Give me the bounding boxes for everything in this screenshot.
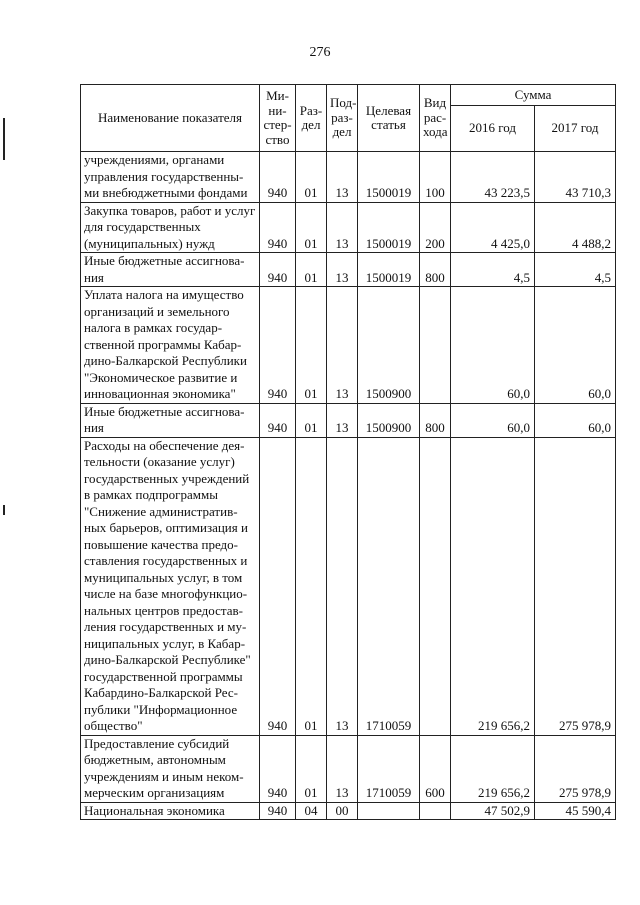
row-subsection: 13	[327, 152, 358, 203]
row-ministry: 940	[260, 253, 296, 287]
header-name: Наименование показателя	[81, 85, 260, 152]
header-year-2017: 2017 год	[535, 106, 616, 152]
table-row	[81, 437, 616, 735]
row-ministry: 940	[260, 287, 296, 404]
row-kind	[420, 437, 451, 735]
row-subsection: 13	[327, 437, 358, 735]
row-section: 01	[296, 202, 327, 253]
row-section: 04	[296, 802, 327, 820]
row-2016: 219 656,2	[451, 437, 535, 735]
row-target	[358, 802, 420, 820]
table-row	[81, 287, 616, 404]
row-2017: 43 710,3	[535, 152, 616, 203]
row-2017: 275 978,9	[535, 735, 616, 802]
row-kind: 600	[420, 735, 451, 802]
row-subsection: 13	[327, 287, 358, 404]
row-name: учреждениями, органами управления государственны-ми внебюджетными фондами	[81, 152, 260, 203]
table-row	[81, 202, 616, 253]
page-number: 276	[309, 45, 331, 60]
row-name: Национальная экономика	[81, 802, 260, 820]
row-section: 01	[296, 152, 327, 203]
row-kind	[420, 287, 451, 404]
row-ministry: 940	[260, 802, 296, 820]
row-2016: 43 223,5	[451, 152, 535, 203]
row-name: Уплата налога на имущество организаций и земельного налога в рамках государ-ственной программы Кабар-дино-Балкарской Республики "Экономическое развитие и инновационная экономика"	[81, 287, 260, 404]
table-row	[81, 253, 616, 287]
row-target: 1500900	[358, 287, 420, 404]
row-name: Предоставление субсидий бюджетным, автономным учреждениям и иным неком-мерческим организациям	[81, 735, 260, 802]
row-kind: 800	[420, 253, 451, 287]
table-row	[81, 735, 616, 802]
row-2017: 60,0	[535, 287, 616, 404]
row-subsection: 13	[327, 735, 358, 802]
row-name: Иные бюджетные ассигнова-ния	[81, 253, 260, 287]
row-subsection: 13	[327, 202, 358, 253]
row-name: Иные бюджетные ассигнова-ния	[81, 403, 260, 437]
row-name: Расходы на обеспечение дея-тельности (оказание услуг) государственных учреждений в рамках подпрограммы "Снижение административ-ных барьеров, оптимизация и повышение качества предо-ставления государственных и муниципальных услуг, в том числе на базе многофункцио-нальных центров предостав-ления государственных и му-ниципальных услуг, в Кабар-дино-Балкарской Республике" государственной программы Кабардино-Балкарской Рес-публики "Информационное общество"	[81, 437, 260, 735]
row-section: 01	[296, 735, 327, 802]
table-row	[81, 403, 616, 437]
row-target: 1710059	[358, 437, 420, 735]
header-ministry: Ми- ни- стер- ство	[260, 85, 296, 152]
row-section: 01	[296, 287, 327, 404]
row-2016: 4 425,0	[451, 202, 535, 253]
margin-mark	[3, 118, 5, 160]
row-target: 1500900	[358, 403, 420, 437]
row-2017: 45 590,4	[535, 802, 616, 820]
row-2017: 4 488,2	[535, 202, 616, 253]
header-target: Целевая статья	[358, 85, 420, 152]
row-target: 1710059	[358, 735, 420, 802]
row-subsection: 13	[327, 253, 358, 287]
table-row	[81, 152, 616, 203]
row-section: 01	[296, 403, 327, 437]
row-ministry: 940	[260, 735, 296, 802]
row-2016: 60,0	[451, 287, 535, 404]
row-kind: 100	[420, 152, 451, 203]
row-section: 01	[296, 253, 327, 287]
row-target: 1500019	[358, 202, 420, 253]
row-kind: 200	[420, 202, 451, 253]
budget-table	[80, 84, 616, 820]
row-ministry: 940	[260, 437, 296, 735]
row-target: 1500019	[358, 253, 420, 287]
row-ministry: 940	[260, 152, 296, 203]
row-kind	[420, 802, 451, 820]
row-subsection: 00	[327, 802, 358, 820]
header-year-2016: 2016 год	[451, 106, 535, 152]
row-section: 01	[296, 437, 327, 735]
header-section: Раз- дел	[296, 85, 327, 152]
header-subsection: Под- раз- дел	[327, 85, 358, 152]
table-row	[81, 802, 616, 820]
row-subsection: 13	[327, 403, 358, 437]
row-2016: 4,5	[451, 253, 535, 287]
row-kind: 800	[420, 403, 451, 437]
header-sum: Сумма	[451, 85, 616, 106]
row-target: 1500019	[358, 152, 420, 203]
row-ministry: 940	[260, 202, 296, 253]
row-2017: 4,5	[535, 253, 616, 287]
row-2016: 47 502,9	[451, 802, 535, 820]
margin-mark	[3, 505, 5, 515]
row-2017: 275 978,9	[535, 437, 616, 735]
row-2017: 60,0	[535, 403, 616, 437]
row-name: Закупка товаров, работ и услуг для государственных (муниципальных) нужд	[81, 202, 260, 253]
row-2016: 219 656,2	[451, 735, 535, 802]
row-2016: 60,0	[451, 403, 535, 437]
row-ministry: 940	[260, 403, 296, 437]
header-kind: Вид рас- хода	[420, 85, 451, 152]
